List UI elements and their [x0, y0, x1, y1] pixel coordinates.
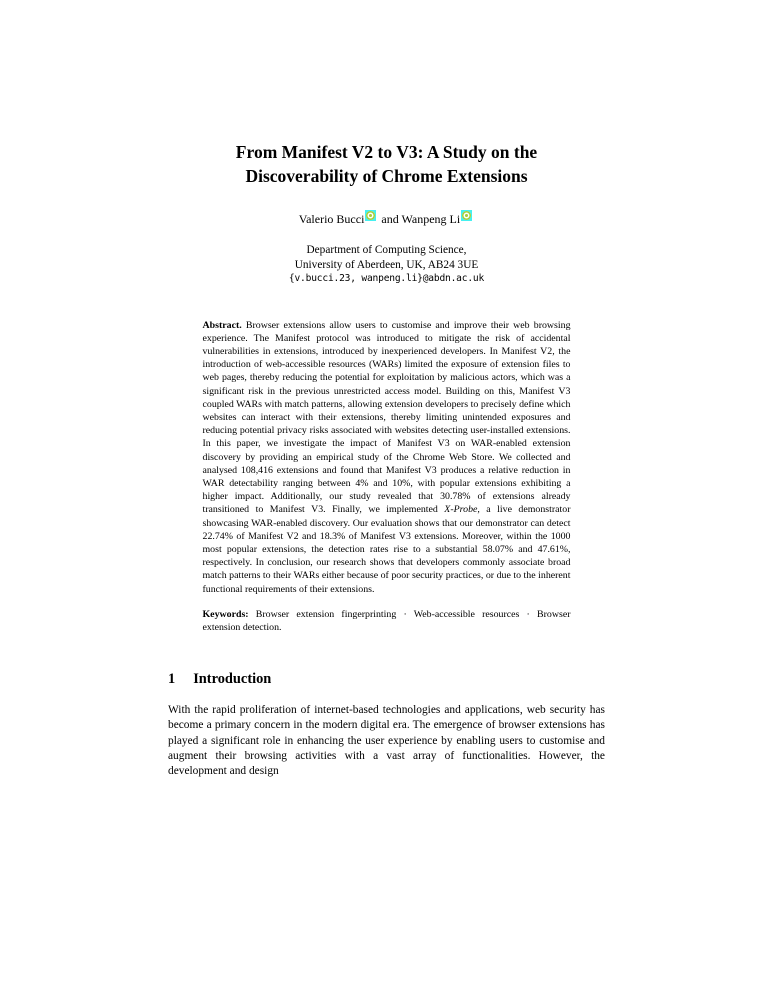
- orcid-link-icon[interactable]: [365, 210, 376, 221]
- section-1-heading: [168, 670, 605, 688]
- xprobe-tool-name: X-Probe: [444, 504, 478, 516]
- section-number: 1: [168, 671, 176, 688]
- keywords-block: [203, 608, 571, 634]
- affiliation-line2: University of Aberdeen, UK, AB24 3UE: [294, 258, 479, 271]
- abstract-paragraph: [203, 319, 571, 596]
- authors-separator: and: [378, 212, 402, 226]
- abstract-text-2: , a live demonstrator showcasing WAR-enabled discovery. Our evaluation shows that our demonstrator can detect 22.74% of Manifest V2 and 18.3% of Manifest V3 extensions. Moreover, within the 1000 most popular extensions, the detection rates rise to a substantial 58.07% and 47.61%, respectively. In conclusion, our research shows that developers commonly associate broad match patterns to their WARs either because of poor security practices, or due to the inherent functional requirements of their extensions.: [202, 504, 571, 595]
- introduction-paragraph: With the rapid proliferation of internet-based technologies and applications, web security has become a primary concern in the modern digital era. The emergence of browser extensions has played a significant role in enhancing the user experience by enabling users to customise and augment their browsing activities with a vast array of functionalities. However, the development and design: [168, 704, 605, 778]
- keywords-label: Keywords:: [202, 608, 249, 620]
- section-title: Introduction: [193, 671, 272, 688]
- authors-line: [168, 210, 605, 226]
- author-name-2: Wanpeng Li: [401, 212, 461, 226]
- paper-title: [168, 140, 605, 188]
- abstract-text-1: Browser extensions allow users to customise and improve their web browsing experience. The Manifest protocol was introduced to mitigate the risk of accidental vulnerabilities in extensions, introduced by inexperienced developers. In Manifest V2, the introduction of web-accessible resources (WARs) limited the exposure of extension files to web pages, thereby reducing the potential for exploitation by malicious actors, which was a significant risk in the previous unrestricted access model. Building on this, Manifest V3 coupled WARs with match patterns, allowing extension developers to precisely define which websites can interact with their extensions, thereby limiting unintended exposures and reducing potential privacy risks associated with websites detecting user-installed extensions. In this paper, we investigate the impact of Manifest V3 on WAR-enabled extension discovery by providing an empirical study of the Chrome Web Store. We collected and analysed 108,416 extensions and found that Manifest V3 produces a relative reduction in WAR detectability ranging between 4% and 10%, with popular extensions exhibiting a higher impact. Additionally, our study revealed that 30.78% of extensions already transitioned to Manifest V3. Finally, we implemented: [202, 319, 571, 516]
- orcid-link-icon[interactable]: [461, 210, 472, 221]
- affiliation-line1: Department of Computing Science,: [306, 244, 467, 256]
- abstract-block: [203, 319, 571, 596]
- paper-content-column: [168, 0, 605, 780]
- abstract-label: Abstract.: [202, 319, 242, 331]
- orcid-logo-icon: [366, 211, 375, 220]
- keywords-text: Browser extension fingerprinting · Web-accessible resources · Browser extension detection.: [202, 608, 571, 633]
- orcid-logo-icon: [462, 211, 471, 220]
- paper-title-line2: Discoverability of Chrome Extensions: [245, 166, 528, 186]
- author-name-1: Valerio Bucci: [298, 212, 365, 226]
- author-emails: {v.bucci.23, wanpeng.li}@abdn.ac.uk: [288, 273, 485, 284]
- paper-title-line1: From Manifest V2 to V3: A Study on the: [235, 142, 538, 162]
- affiliation-block: [168, 243, 605, 287]
